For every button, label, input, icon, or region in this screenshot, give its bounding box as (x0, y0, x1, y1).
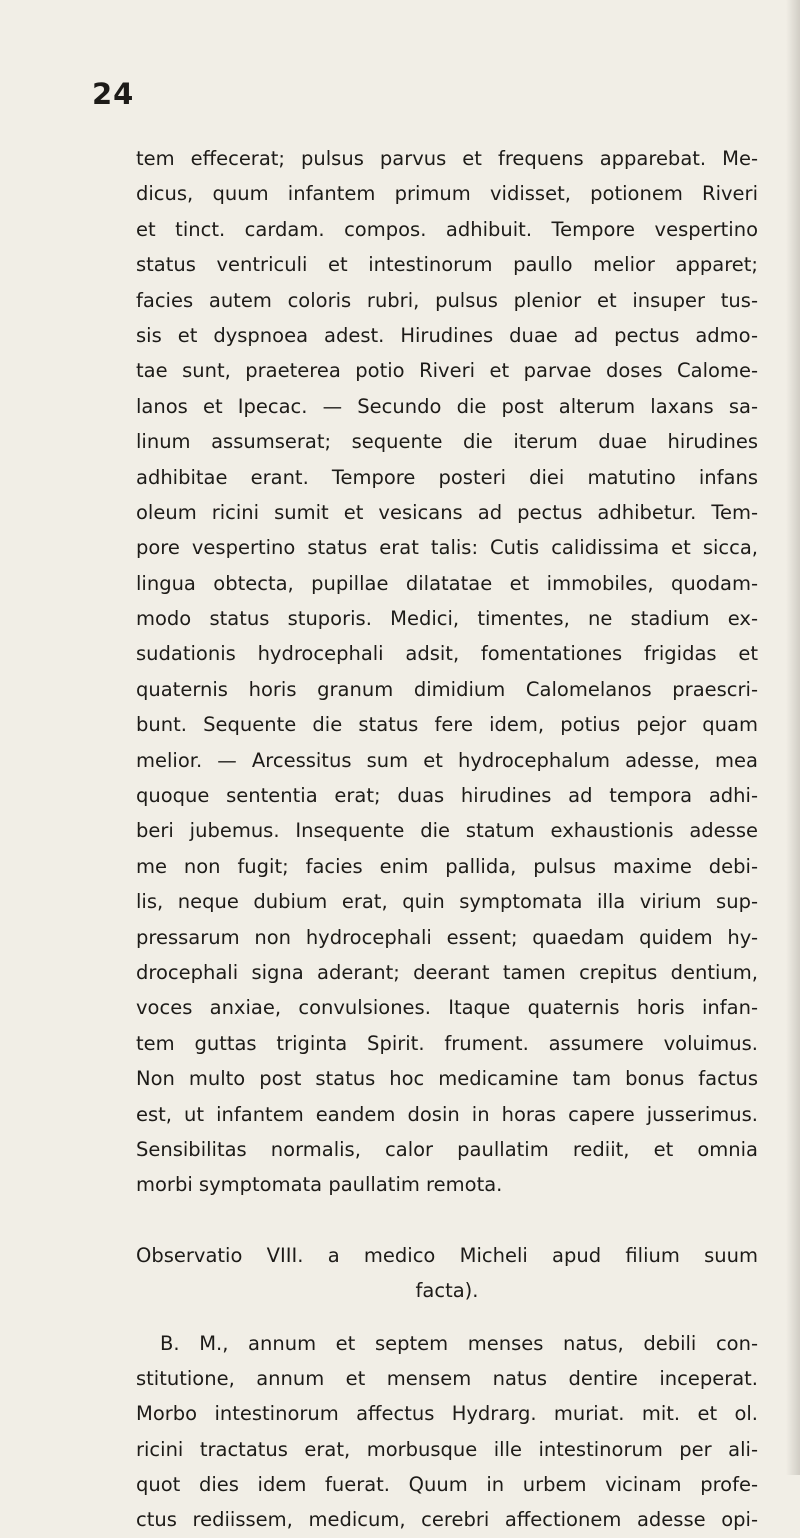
page-edge-shadow (786, 0, 800, 1475)
text-line: melior. — Arcessitus sum et hydrocephalum adesse, mea (136, 748, 758, 772)
spacer (136, 1203, 758, 1238)
text-line: bunt. Sequente die status fere idem, potius pejor quam (136, 713, 758, 737)
text-line: drocephali signa aderant; deerant tamen crepitus dentium, (136, 960, 758, 984)
text-line: stitutione, annum et mensem natus dentire inceperat. (136, 1366, 758, 1390)
text-line: et tinct. cardam. compos. adhibuit. Tempore vespertino (136, 217, 758, 241)
text-line: ricini tractatus erat, morbusque ille intestinorum per ali- (136, 1437, 758, 1461)
observation-heading (136, 1238, 758, 1309)
text-line: me non fugit; facies enim pallida, pulsus maxime debi- (136, 854, 758, 878)
text-line: tem effecerat; pulsus parvus et frequens apparebat. Me- (136, 147, 758, 170)
text-line: morbi symptomata paullatim remota. (136, 1173, 503, 1197)
text-line: Sensibilitas normalis, calor paullatim rediit, et omnia (136, 1137, 758, 1161)
text-line: beri jubemus. Insequente die statum exhaustionis adesse (136, 819, 758, 843)
text-line: tem guttas triginta Spirit. frument. assumere voluimus. (136, 1031, 758, 1055)
text-line: ctus rediissem, medicum, cerebri affectionem adesse opi- (136, 1508, 758, 1532)
text-line: sis et dyspnoea adest. Hirudines duae ad pectus admo- (136, 323, 758, 347)
text-line: lanos et Ipecac. — Secundo die post alterum laxans sa- (136, 394, 758, 418)
text-line: linum assumserat; sequente die iterum duae hirudines (136, 430, 758, 454)
text-line: tae sunt, praeterea potio Riveri et parvae doses Calome- (136, 359, 758, 383)
text-line: quoque sententia erat; duas hirudines ad tempora adhi- (136, 784, 758, 808)
text-line: pore vespertino status erat talis: Cutis calidissima et sicca, (136, 536, 758, 560)
text-line: Non multo post status hoc medicamine tam bonus factus (136, 1067, 758, 1091)
text-line: B. M., annum et septem menses natus, debili con- (160, 1331, 758, 1355)
text-line: est, ut infantem eandem dosin in horas capere jusserimus. (136, 1102, 758, 1126)
text-line: sudationis hydrocephali adsit, fomentationes frigidas et (136, 642, 758, 666)
page-number: 24 (92, 77, 135, 111)
text-line: lingua obtecta, pupillae dilatatae et immobiles, quodam- (136, 571, 758, 595)
text-line: modo status stuporis. Medici, timentes, ne stadium ex- (136, 607, 758, 631)
observation-title: Observatio VIII. a medico Micheli apud filium suum (136, 1243, 758, 1267)
text-line: lis, neque dubium erat, quin symptomata illa virium sup- (136, 890, 758, 914)
text-line: facies autem coloris rubri, pulsus plenior et insuper tus- (136, 288, 758, 312)
text-line: adhibitae erant. Tempore posteri diei matutino infans (136, 465, 758, 489)
body-text (136, 141, 758, 1538)
paragraph-observation-viii (136, 1326, 758, 1538)
text-line: quaternis horis granum dimidium Calomelanos praescri- (136, 677, 758, 701)
paragraph-case-continuation (136, 141, 758, 1203)
text-line: status ventriculi et intestinorum paullo melior apparet; (136, 253, 758, 277)
text-line: quot dies idem fuerat. Quum in urbem vicinam profe- (136, 1473, 758, 1497)
text-line: voces anxiae, convulsiones. Itaque quaternis horis infan- (136, 996, 758, 1020)
observation-title-end: facta). (415, 1279, 479, 1303)
text-line: pressarum non hydrocephali essent; quaedam quidem hy- (136, 925, 758, 949)
text-line: dicus, quum infantem primum vidisset, potionem Riveri (136, 182, 758, 206)
text-line: oleum ricini sumit et vesicans ad pectus adhibetur. Tem- (136, 500, 758, 524)
spacer (136, 1309, 758, 1326)
text-line: Morbo intestinorum affectus Hydrarg. muriat. mit. et ol. (136, 1402, 758, 1426)
